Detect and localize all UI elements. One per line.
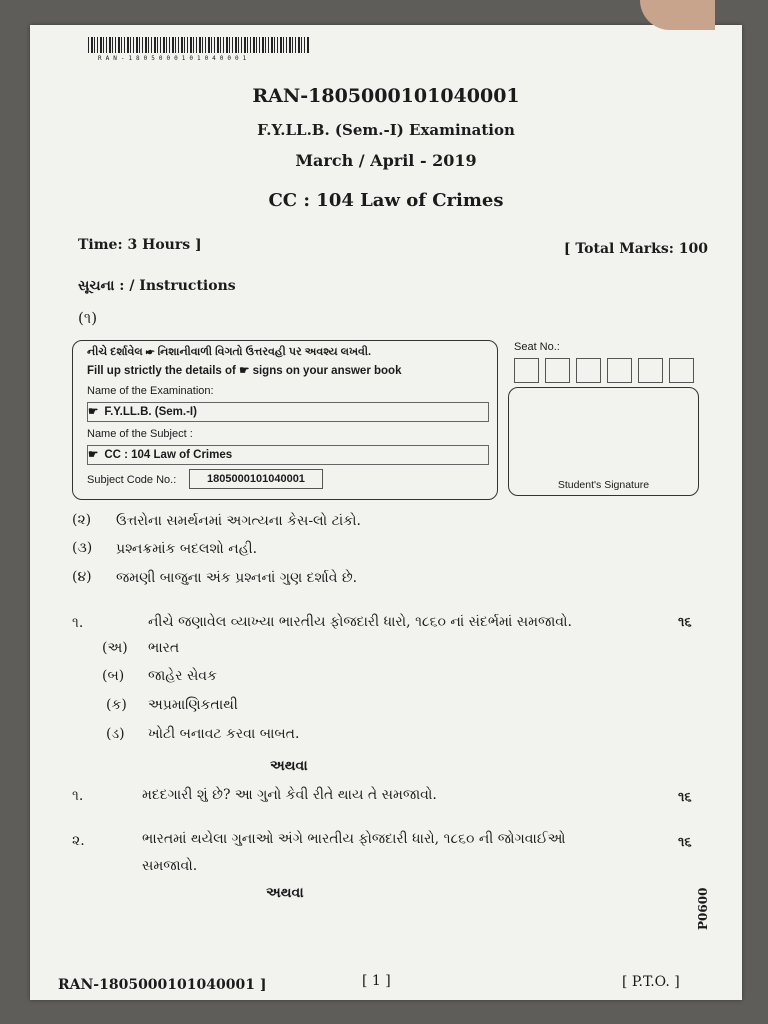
sub-question-text: જાહેર સેવક bbox=[148, 668, 217, 684]
subject-code-label: Subject Code No.: bbox=[87, 474, 177, 486]
instruction-1-number: (૧) bbox=[78, 309, 98, 327]
total-marks-label: [ Total Marks: 100 bbox=[563, 241, 708, 257]
barcode-number: RAN-1805000101040001 bbox=[98, 55, 251, 62]
sub-question-label: (ડ) bbox=[106, 726, 125, 742]
footer-paper-code: RAN-1805000101040001 ] bbox=[58, 977, 267, 993]
question-number: ૧. bbox=[72, 788, 84, 804]
question-marks: ૧૬ bbox=[678, 615, 692, 630]
pointer-icon: ☛ bbox=[88, 449, 99, 461]
instruction-text: ઉત્તરોના સમર્થનમાં અગત્યના કેસ-લો ટાંકો. bbox=[116, 513, 362, 529]
exam-title: F.Y.LL.B. (Sem.-I) Examination bbox=[257, 121, 515, 139]
sub-question-text: ખોટી બનાવટ કરવા બાબત. bbox=[148, 726, 300, 742]
instruction-text: પ્રશ્નક્રમાંક બદલશો નહી. bbox=[116, 541, 258, 557]
subject-name-field: ☛ CC : 104 Law of Crimes bbox=[87, 445, 489, 465]
sub-question-label: (અ) bbox=[102, 640, 128, 656]
seat-box bbox=[669, 358, 694, 383]
or-separator: અથવા bbox=[266, 885, 304, 901]
page-number: [ 1 ] bbox=[362, 973, 391, 989]
seat-box bbox=[545, 358, 570, 383]
sub-question-text: ભારત bbox=[148, 640, 180, 656]
question-text: ભારતમાં થયેલા ગુનાઓ અંગે ભારતીય ફોજદારી ધારો, ૧૮૬૦ ની જોગવાઈઓ bbox=[142, 831, 566, 847]
question-marks: ૧૬ bbox=[678, 790, 692, 805]
subject-name-label: Name of the Subject : bbox=[87, 428, 193, 440]
signature-label: Student's Signature bbox=[557, 479, 650, 491]
signature-box bbox=[508, 387, 699, 496]
instruction-number: (૨) bbox=[72, 512, 92, 528]
seat-box bbox=[576, 358, 601, 383]
vertical-code: P0600 bbox=[696, 887, 710, 930]
seat-box bbox=[638, 358, 663, 383]
question-marks: ૧૬ bbox=[678, 835, 692, 850]
question-text-continued: સમજાવો. bbox=[142, 858, 198, 874]
instruction-number: (૩) bbox=[72, 540, 93, 556]
sub-question-label: (બ) bbox=[102, 668, 125, 684]
exam-session: March / April - 2019 bbox=[295, 151, 477, 170]
pto-label: [ P.T.O. ] bbox=[622, 974, 680, 990]
instruction-text: જમણી બાજુના અંક પ્રશ્નનાં ગુણ દર્શાવે છે. bbox=[116, 570, 358, 586]
instructions-heading: સૂચના : / Instructions bbox=[78, 278, 236, 294]
seat-box bbox=[514, 358, 539, 383]
paper-code: RAN-1805000101040001 bbox=[252, 85, 520, 107]
question-text: મદદગારી શું છે? આ ગુનો કેવી રીતે થાય તે સમજાવો. bbox=[142, 787, 437, 803]
barcode bbox=[88, 37, 310, 53]
question-number: ૧. bbox=[72, 615, 84, 631]
pointer-icon: ☛ bbox=[88, 406, 99, 418]
box-instruction-gujarati: નીચે દર્શાવેલ ☛ નિશાનીવાળી વિગતો ઉત્તરવહી પર અવશ્ય લખવી. bbox=[87, 346, 372, 358]
subject-title: CC : 104 Law of Crimes bbox=[268, 190, 504, 211]
answer-book-details-box bbox=[72, 340, 498, 500]
question-text: નીચે જણાવેલ વ્યાખ્યા ભારતીય ફોજદારી ધારો, ૧૮૬૦ નાં સંદર્ભમાં સમજાવો. bbox=[148, 614, 572, 630]
seat-number-label: Seat No.: bbox=[514, 341, 560, 353]
seat-box bbox=[607, 358, 632, 383]
or-separator: અથવા bbox=[270, 758, 308, 774]
instruction-number: (૪) bbox=[72, 569, 92, 585]
exam-name-field: ☛ F.Y.LL.B. (Sem.-I) bbox=[87, 402, 489, 422]
question-number: ૨. bbox=[72, 833, 85, 849]
sub-question-label: (ક) bbox=[106, 697, 127, 713]
box-instruction-english: Fill up strictly the details of ☛ signs on your answer book bbox=[87, 365, 402, 377]
exam-paper bbox=[30, 25, 742, 1000]
exam-name-label: Name of the Examination: bbox=[87, 385, 214, 397]
sub-question-text: અપ્રમાણિકતાથી bbox=[148, 697, 238, 713]
subject-code-field: 1805000101040001 bbox=[189, 469, 323, 489]
time-label: Time: 3 Hours ] bbox=[78, 237, 202, 253]
